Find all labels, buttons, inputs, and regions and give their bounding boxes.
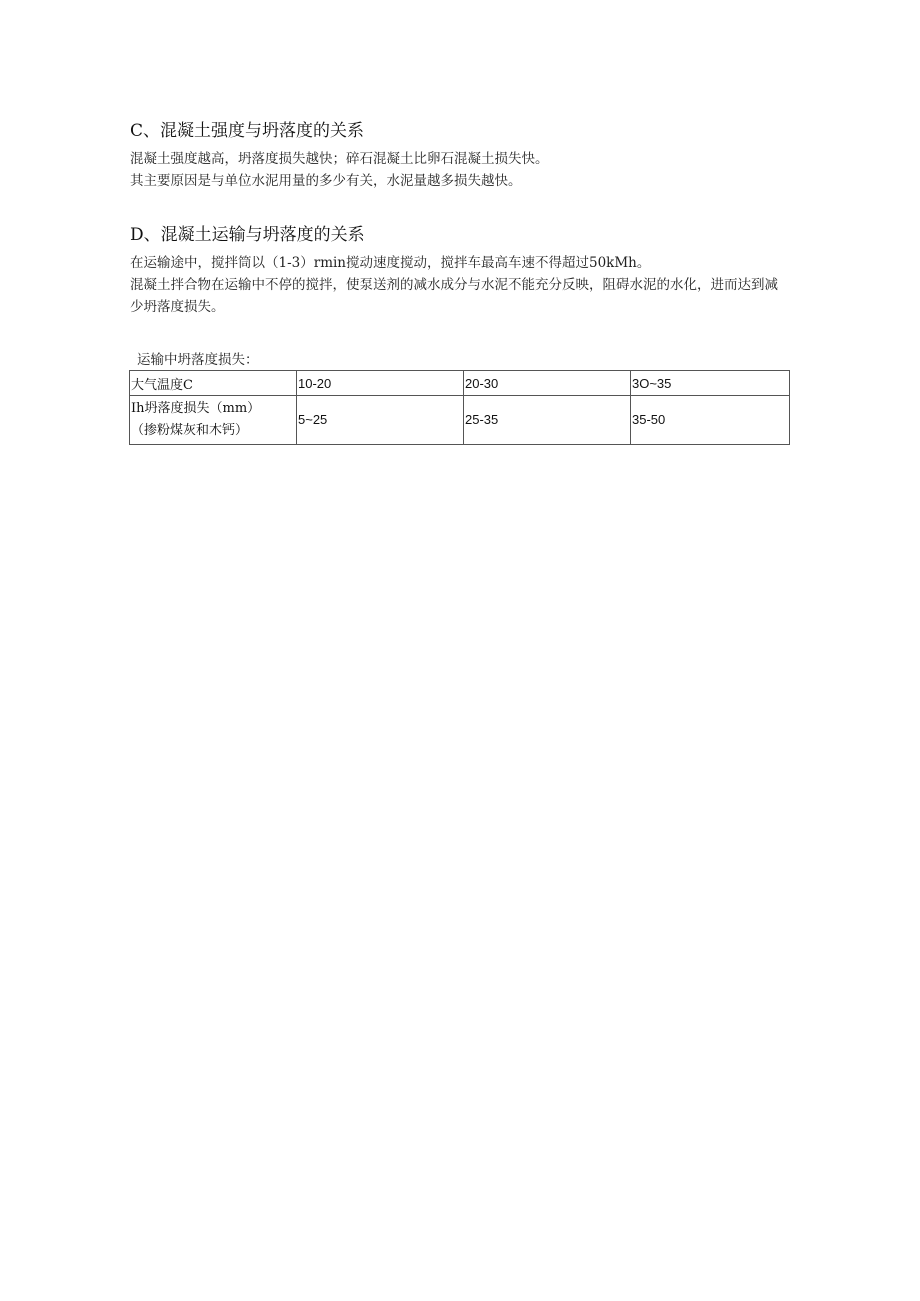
row-label-line-1: Ih坍落度损失（mm）: [131, 401, 261, 416]
section-d-line-2: 混凝土拌合物在运输中不停的搅拌，使泵送剂的减水成分与水泥不能充分反映，阻碍水泥的水化，进而达到减少坍落度损失。: [130, 277, 778, 315]
section-c-body: [130, 148, 780, 192]
header-cell-3: 3O~35: [631, 371, 790, 396]
section-d-line-1: 在运输途中，搅拌筒以（1-3）rmin搅动速度搅动，搅拌车最高车速不得超过50kMh。: [130, 255, 651, 271]
table-caption: 运输中坍落度损失：: [137, 352, 259, 368]
row-cell-3: 35-50: [631, 396, 790, 445]
row-cell-2: 25-35: [464, 396, 631, 445]
row-label-cell: [130, 396, 297, 445]
section-d-body: [130, 252, 780, 318]
section-c-line-1: 混凝土强度越高，坍落度损失越快；碎石混凝土比卵石混凝土损失快。: [130, 151, 549, 167]
row-label-line-2: （掺粉煤灰和木钙）: [131, 423, 249, 438]
row-cell-1: 5~25: [297, 396, 464, 445]
slump-loss-table: [129, 370, 790, 445]
header-cell-1: 10-20: [297, 371, 464, 396]
section-c-line-2: 其主要原因是与单位水泥用量的多少有关，水泥量越多损失越快。: [130, 173, 522, 189]
header-cell-2: 20-30: [464, 371, 631, 396]
table-row: [130, 396, 790, 445]
header-label-cell: 大气温度C: [130, 371, 297, 396]
section-c-heading: C、混凝土强度与坍落度的关系: [130, 121, 365, 141]
table-header-row: [130, 371, 790, 396]
section-d-heading: D、混凝土运输与坍落度的关系: [130, 225, 365, 245]
